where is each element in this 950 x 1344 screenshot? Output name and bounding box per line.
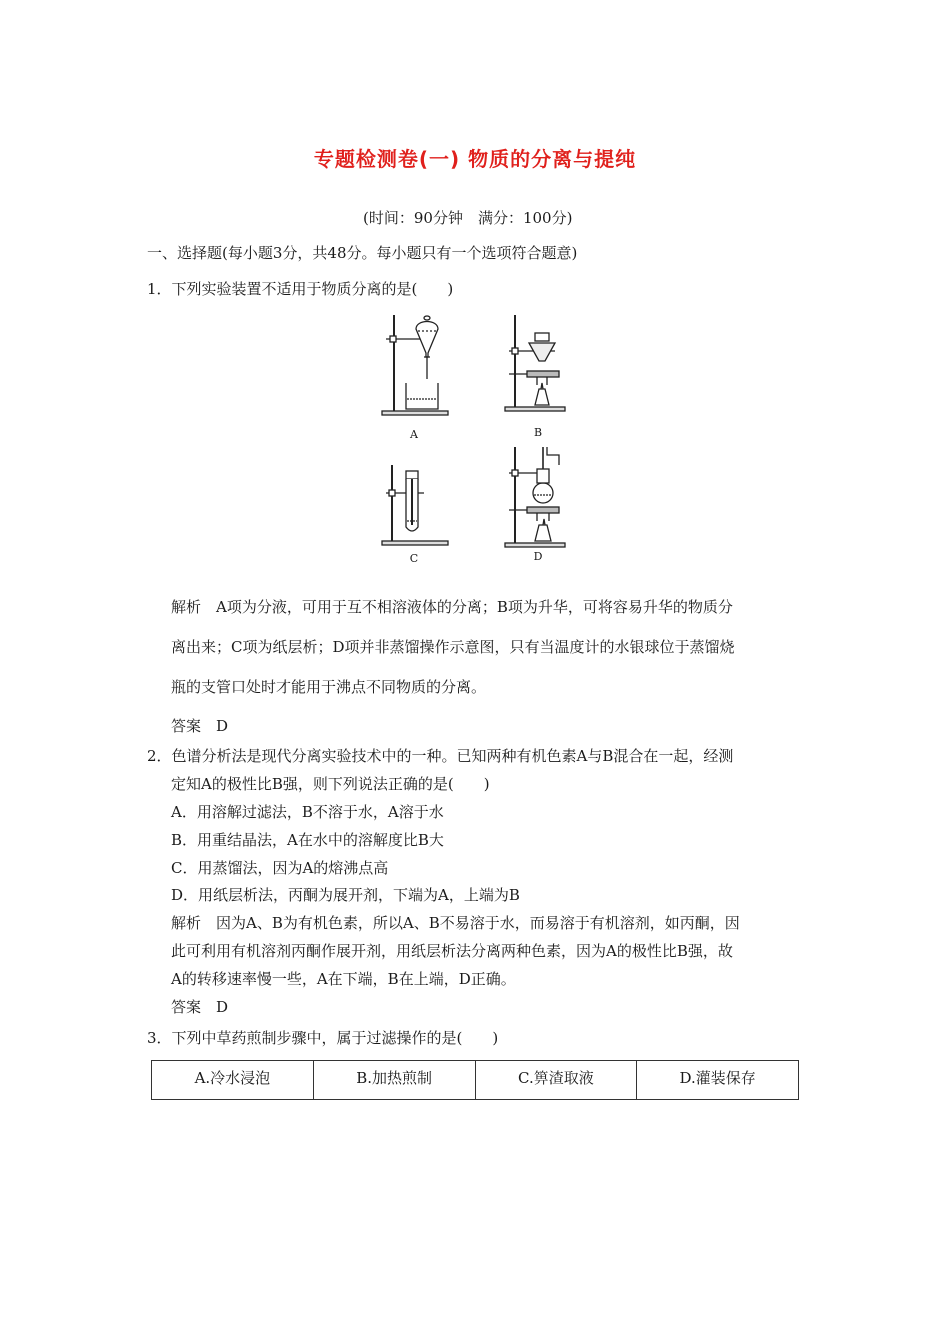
q1-answer: 答案 D xyxy=(171,717,229,735)
q3-stem: 3．下列中草药煎制步骤中，属于过滤操作的是( ) xyxy=(147,1029,499,1047)
page-title: 专题检测卷(一) 物质的分离与提纯 xyxy=(313,147,637,171)
q2-stem-line: 定知A的极性比B强，则下列说法正确的是( ) xyxy=(171,775,490,793)
q2-stem-line: 2．色谱分析法是现代分离实验技术中的一种。已知两种有机色素A与B混合在一起，经测 xyxy=(147,747,734,765)
distillation-apparatus-icon xyxy=(503,445,569,549)
q2-option-a: A．用溶解过滤法，B不溶于水，A溶于水 xyxy=(171,803,444,821)
q2-option-b: B．用重结晶法，A在水中的溶解度比B大 xyxy=(171,831,444,849)
q2-analysis-line: 解析 因为A、B为有机色素，所以A、B不易溶于水，而易溶于有机溶剂，如丙酮，因 xyxy=(171,914,740,932)
q3-options-table xyxy=(151,1060,799,1100)
q3-option-c: C.箅渣取液 xyxy=(475,1061,637,1100)
exam-meta: (时间：90分钟 满分：100分) xyxy=(363,209,573,227)
section-heading: 一、选择题(每小题3分，共48分。每小题只有一个选项符合题意) xyxy=(147,244,578,262)
q2-analysis-line: 此可利用有机溶剂丙酮作展开剂，用纸层析法分离两种色素，因为A的极性比B强，故 xyxy=(171,942,733,960)
figure-label-d: D xyxy=(533,550,543,563)
q2-analysis-line: A的转移速率慢一些，A在下端，B在上端，D正确。 xyxy=(171,970,516,988)
q3-option-a: A.冷水浸泡 xyxy=(152,1061,314,1100)
q3-option-b: B.加热煎制 xyxy=(313,1061,475,1100)
q1-analysis-line: 瓶的支管口处时才能用于沸点不同物质的分离。 xyxy=(171,678,487,696)
q1-analysis-line: 解析 A项为分液，可用于互不相溶液体的分离；B项为升华，可将容易升华的物质分 xyxy=(171,598,733,616)
sublimation-apparatus-icon xyxy=(503,313,569,413)
separatory-funnel-apparatus-icon xyxy=(380,313,450,417)
figure-label-a: A xyxy=(410,428,418,441)
q2-answer: 答案 D xyxy=(171,998,229,1016)
figure-label-c: C xyxy=(409,552,419,565)
q2-option-d: D．用纸层析法，丙酮为展开剂，下端为A，上端为B xyxy=(171,886,520,904)
q1-analysis-line: 离出来；C项为纸层析；D项并非蒸馏操作示意图，只有当温度计的水银球位于蒸馏烧 xyxy=(171,638,735,656)
q3-option-d: D.灌装保存 xyxy=(637,1061,799,1100)
figure-label-b: B xyxy=(533,426,543,439)
q1-stem: 1．下列实验装置不适用于物质分离的是( ) xyxy=(147,280,454,298)
q2-option-c: C．用蒸馏法，因为A的熔沸点高 xyxy=(171,859,389,877)
paper-chromatography-apparatus-icon xyxy=(380,463,450,547)
